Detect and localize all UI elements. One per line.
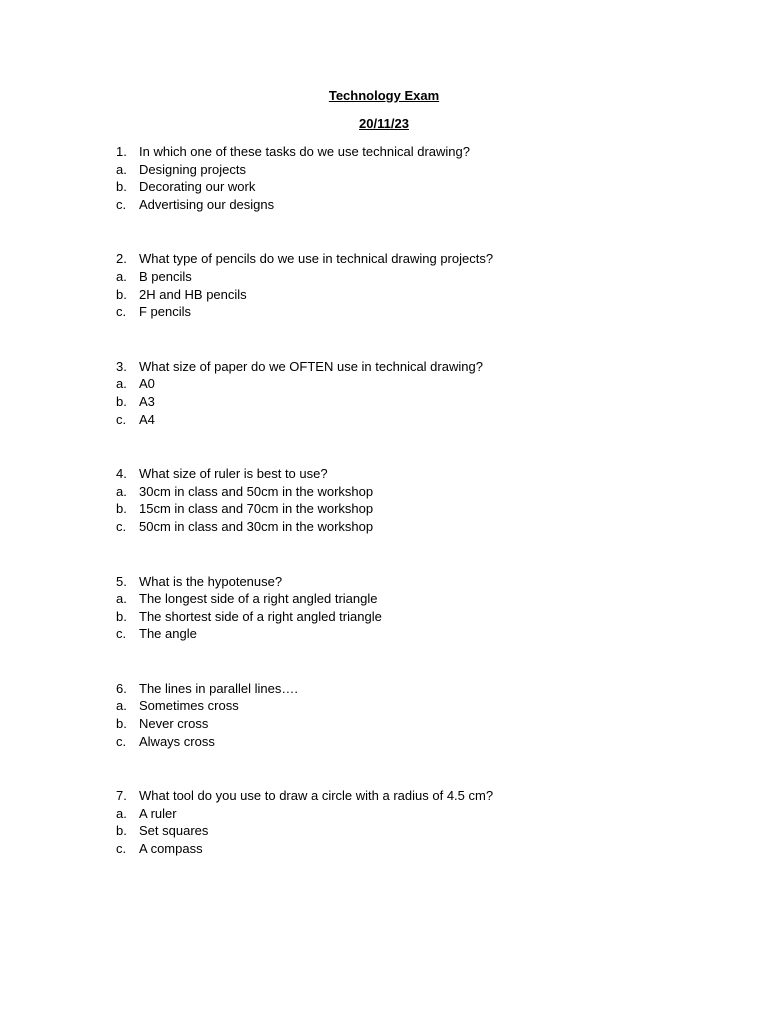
- option-text: A4: [139, 411, 155, 427]
- option-text: A3: [139, 393, 155, 409]
- answer-option-c: [116, 625, 716, 643]
- question-number: 1.: [116, 144, 127, 159]
- answer-option-c: [116, 411, 716, 429]
- question-5: [116, 573, 716, 643]
- option-text: Always cross: [139, 733, 215, 749]
- option-letter: c.: [116, 518, 127, 534]
- question-text: The lines in parallel lines….: [139, 680, 298, 696]
- answer-option-b: [116, 178, 716, 196]
- exam-title: Technology Exam: [328, 88, 440, 103]
- question-number: 2.: [116, 251, 127, 267]
- answer-option-b: [116, 393, 716, 411]
- option-letter: a.: [116, 268, 127, 284]
- question-number: 3.: [116, 358, 127, 374]
- answer-option-a: [116, 268, 716, 286]
- question-number: 4.: [116, 466, 127, 482]
- option-letter: b.: [116, 716, 127, 732]
- answer-option-c: [116, 196, 716, 214]
- question-text: What size of ruler is best to use?: [139, 466, 328, 482]
- option-letter: c.: [116, 196, 127, 212]
- option-text: Sometimes cross: [139, 698, 239, 714]
- question-stem: [116, 465, 716, 483]
- option-text: 30cm in class and 50cm in the workshop: [139, 483, 374, 499]
- option-letter: a.: [116, 161, 127, 177]
- answer-option-b: [116, 822, 716, 840]
- answer-option-c: [116, 733, 716, 751]
- question-text: In which one of these tasks do we use technical drawing?: [139, 144, 470, 159]
- question-text: What size of paper do we OFTEN use in technical drawing?: [139, 358, 483, 374]
- answer-option-b: [116, 500, 716, 518]
- option-letter: b.: [116, 823, 127, 839]
- question-stem: [116, 573, 716, 591]
- option-letter: b.: [116, 608, 127, 624]
- question-number: 6.: [116, 680, 127, 696]
- question-number: 7.: [116, 788, 127, 804]
- option-text: 50cm in class and 30cm in the workshop: [139, 518, 374, 534]
- option-letter: a.: [116, 591, 127, 607]
- option-text: Decorating our work: [139, 179, 256, 195]
- question-number: 5.: [116, 573, 127, 589]
- option-text: A ruler: [139, 805, 177, 821]
- option-text: The longest side of a right angled triangle: [139, 591, 378, 607]
- option-text: The angle: [139, 626, 197, 642]
- question-stem: [116, 787, 716, 805]
- question-stem: [116, 680, 716, 698]
- exam-date: 20/11/23: [359, 116, 409, 131]
- option-letter: a.: [116, 805, 127, 821]
- answer-option-a: [116, 161, 716, 179]
- question-stem: [116, 143, 716, 161]
- answer-option-c: [116, 303, 716, 321]
- answer-option-c: [116, 518, 716, 536]
- question-1: [116, 143, 716, 213]
- question-2: [116, 250, 716, 320]
- answer-option-c: [116, 840, 716, 858]
- question-list: [116, 143, 716, 895]
- question-7: [116, 787, 716, 857]
- option-letter: c.: [116, 304, 127, 320]
- option-text: F pencils: [139, 304, 192, 320]
- answer-option-b: [116, 608, 716, 626]
- option-text: 15cm in class and 70cm in the workshop: [139, 501, 374, 517]
- option-text: 2H and HB pencils: [139, 286, 247, 302]
- option-letter: b.: [116, 179, 127, 195]
- option-text: Designing projects: [139, 161, 246, 177]
- option-letter: a.: [116, 376, 127, 392]
- option-letter: c.: [116, 841, 127, 857]
- option-text: A compass: [139, 841, 203, 857]
- option-letter: b.: [116, 501, 127, 517]
- option-text: The shortest side of a right angled triangle: [139, 608, 382, 624]
- option-letter: c.: [116, 733, 127, 749]
- option-letter: a.: [116, 483, 127, 499]
- option-text: Set squares: [139, 823, 209, 839]
- question-3: [116, 358, 716, 428]
- question-text: What is the hypotenuse?: [139, 573, 283, 589]
- question-text: What type of pencils do we use in technical drawing projects?: [139, 251, 494, 267]
- question-stem: [116, 358, 716, 376]
- question-text: What tool do you use to draw a circle with a radius of 4.5 cm?: [139, 788, 494, 804]
- answer-option-a: [116, 483, 716, 501]
- option-letter: b.: [116, 286, 127, 302]
- answer-option-a: [116, 590, 716, 608]
- option-text: B pencils: [139, 268, 192, 284]
- question-4: [116, 465, 716, 535]
- option-text: Never cross: [139, 716, 209, 732]
- answer-option-a: [116, 697, 716, 715]
- answer-option-b: [116, 286, 716, 304]
- question-6: [116, 680, 716, 750]
- option-letter: c.: [116, 626, 127, 642]
- answer-option-a: [116, 375, 716, 393]
- question-stem: [116, 250, 716, 268]
- option-text: Advertising our designs: [139, 196, 275, 212]
- option-letter: b.: [116, 393, 127, 409]
- option-text: A0: [139, 376, 155, 392]
- option-letter: c.: [116, 411, 127, 427]
- answer-option-a: [116, 805, 716, 823]
- answer-option-b: [116, 715, 716, 733]
- option-letter: a.: [116, 698, 127, 714]
